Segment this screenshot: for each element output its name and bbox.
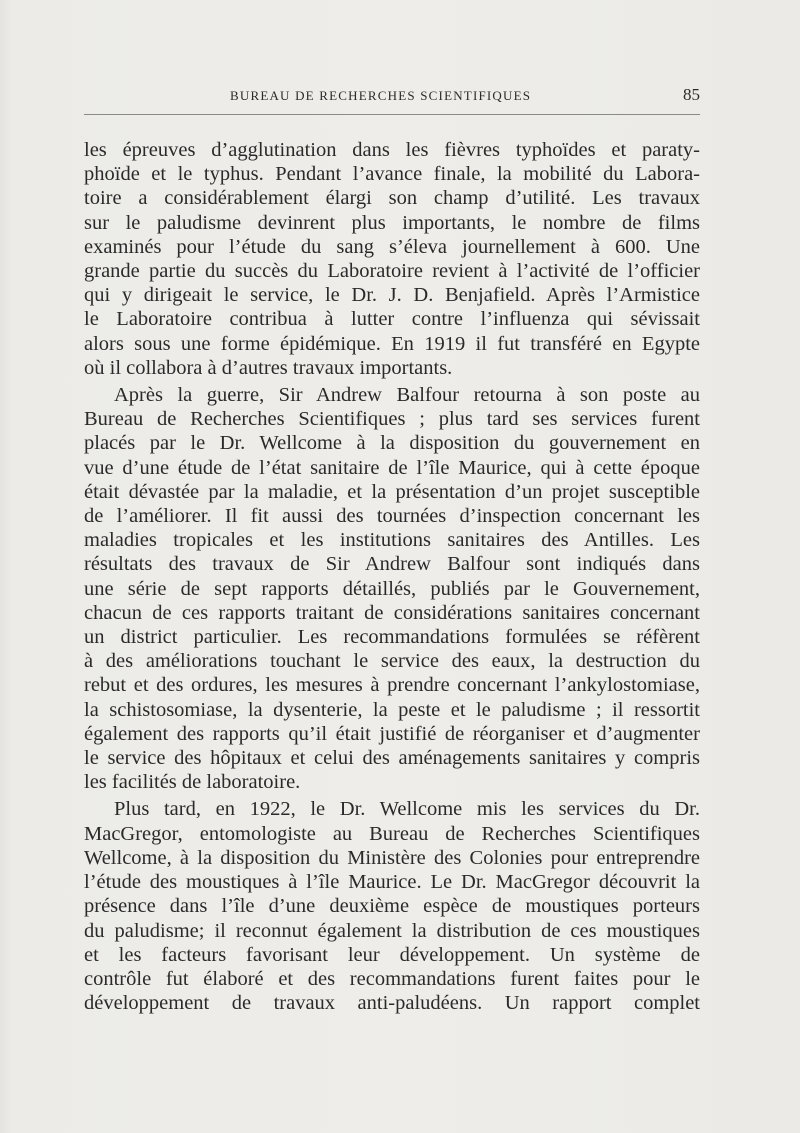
text-line: placés par le Dr. Wellcome à la disposition du gouvernement en (84, 432, 700, 455)
text-line: de l’améliorer. Il fit aussi des tournées d’inspection concernant les (84, 505, 700, 528)
text-line: un district particulier. Les recommandations formulées se réfèrent (84, 626, 700, 649)
text-line: alors sous une forme épidémique. En 1919 il fut transféré en Egypte (84, 332, 700, 355)
text-line: la schistosomiase, la dysenterie, la peste et le paludisme ; il ressortit (84, 698, 700, 721)
page-number: 85 (683, 85, 700, 104)
text-line: phoïde et le typhus. Pendant l’avance finale, la mobilité du Labora- (84, 163, 700, 186)
text-line: examinés pour l’étude du sang s’éleva journellement à 600. Une (84, 235, 700, 258)
text-line: développement de travaux anti-paludéens. Un rapport complet (84, 992, 700, 1015)
text-line: maladies tropicales et les institutions sanitaires des Antilles. Les (84, 529, 700, 552)
text-line: MacGregor, entomologiste au Bureau de Recherches Scientifiques (84, 822, 700, 845)
text-line: était dévastée par la maladie, et la présentation d’un projet susceptible (84, 480, 700, 503)
text-line: Plus tard, en 1922, le Dr. Wellcome mis les services du Dr. (114, 798, 700, 821)
body-text (84, 138, 700, 1015)
text-line: et les facteurs favorisant leur développement. Un système de (84, 943, 700, 966)
text-line: également des rapports qu’il était justifié de réorganiser et d’augmenter (84, 722, 700, 745)
header-rule (84, 114, 700, 115)
text-line: Bureau de Recherches Scientifiques ; plus tard ses services furent (84, 408, 700, 431)
text-line: qui y dirigeait le service, le Dr. J. D. Benjafield. Après l’Armistice (84, 284, 700, 307)
text-line: rebut et des ordures, les mesures à prendre concernant l’ankylostomiase, (84, 674, 700, 697)
text-line: le service des hôpitaux et celui des aménagements sanitaires y compris (84, 747, 700, 770)
text-line: vue d’une étude de l’état sanitaire de l’île Maurice, qui à cette époque (84, 456, 700, 479)
paragraph (84, 138, 700, 380)
text-line: où il collabora à d’autres travaux importants. (84, 356, 453, 379)
text-line: grande partie du succès du Laboratoire revient à l’activité de l’officier (84, 260, 700, 283)
text-line: toire a considérablement élargi son champ d’utilité. Les travaux (84, 187, 700, 210)
text-line: du paludisme; il reconnut également la distribution de ces moustiques (84, 919, 700, 942)
text-line: l’étude des moustiques à l’île Maurice. Le Dr. MacGregor découvrit la (84, 871, 700, 894)
text-line: sur le paludisme devinrent plus importants, le nombre de films (84, 211, 700, 234)
paragraph (84, 797, 700, 1015)
running-title: BUREAU DE RECHERCHES SCIENTIFIQUES (230, 88, 532, 103)
paragraph (84, 383, 700, 794)
text-line: les facilités de laboratoire. (84, 771, 301, 794)
text-line: Après la guerre, Sir Andrew Balfour retourna à son poste au (114, 384, 700, 407)
text-line: contrôle fut élaboré et des recommandations furent faites pour le (84, 967, 700, 990)
text-line: une série de sept rapports détaillés, publiés par le Gouvernement, (84, 577, 700, 600)
text-line: résultats des travaux de Sir Andrew Balfour sont indiqués dans (84, 553, 700, 576)
text-line: chacun de ces rapports traitant de considérations sanitaires concernant (84, 601, 700, 624)
text-line: Wellcome, à la disposition du Ministère des Colonies pour entreprendre (84, 846, 700, 869)
text-line: présence dans l’île d’une deuxième espèce de moustiques porteurs (84, 895, 700, 918)
text-line: les épreuves d’agglutination dans les fièvres typhoïdes et paraty- (84, 139, 700, 161)
text-line: à des améliorations touchant le service des eaux, la destruction du (84, 650, 700, 673)
text-line: le Laboratoire contribua à lutter contre l’influenza qui sévissait (84, 308, 700, 331)
